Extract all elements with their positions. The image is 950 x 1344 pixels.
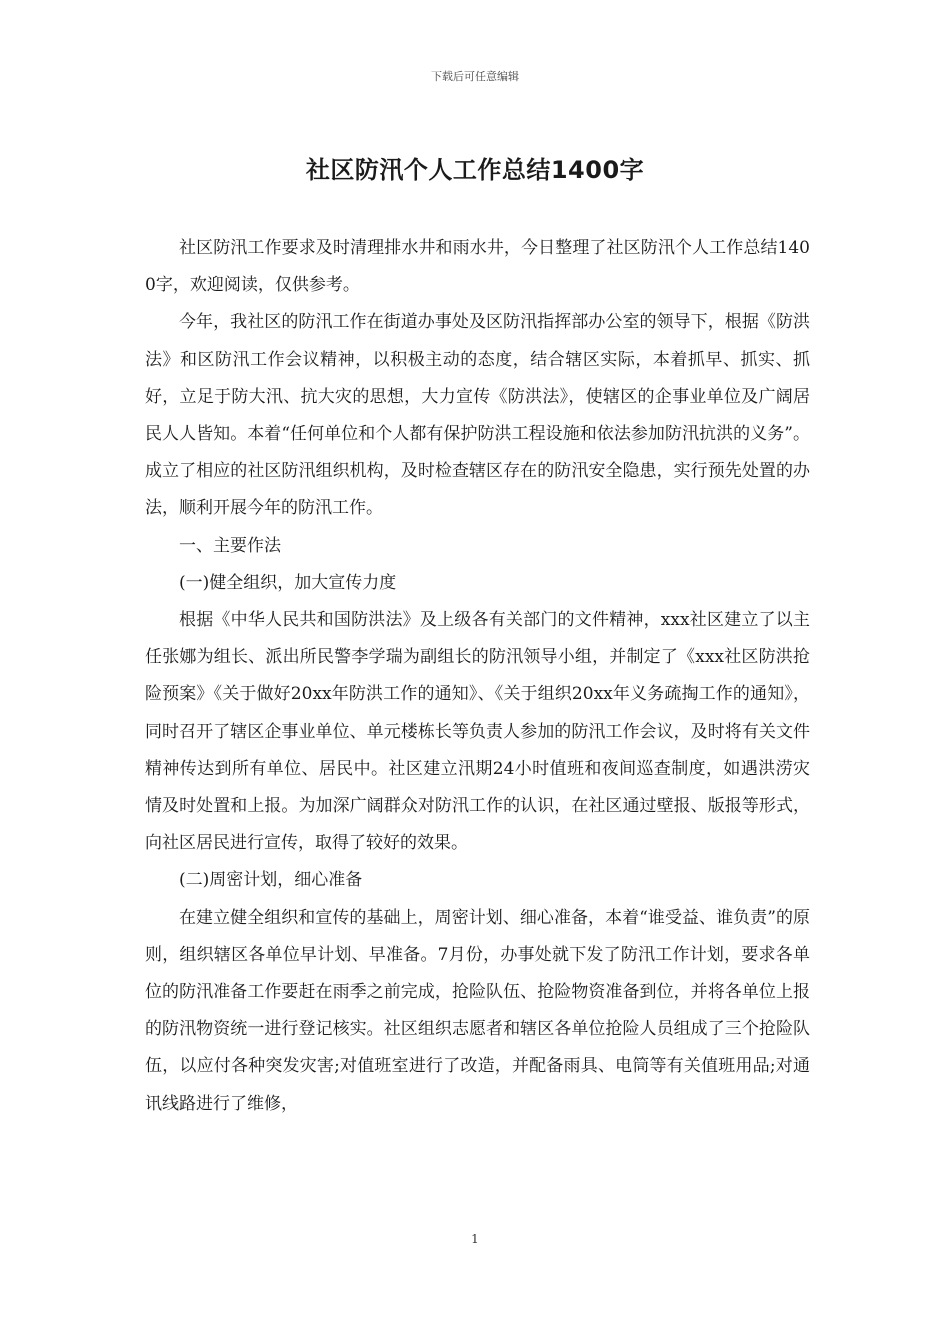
- document-body: [145, 230, 810, 1123]
- header-note: 下载后可任意编辑: [431, 70, 519, 83]
- section-heading-main-practices: 一、主要作法: [179, 535, 281, 556]
- paragraph-planning: 在建立健全组织和宣传的基础上，周密计划、细心准备，本着“谁受益、谁负责”的原则，组织辖区各单位早计划、早准备。7月份，办事处就下发了防汛工作计划，要求各单位的防汛准备工作要赶在雨季之前完成，抢险队伍、抢险物资准备到位，并将各单位上报的防汛物资统一进行登记核实。社区组织志愿者和辖区各单位抢险人员组成了三个抢险队伍，以应付各种突发灾害;对值班室进行了改造，并配备雨具、电筒等有关值班用品;对通讯线路进行了维修，: [145, 907, 810, 1114]
- document-title: 社区防汛个人工作总结1400字: [305, 156, 645, 184]
- paragraph-organization: 根据《中华人民共和国防洪法》及上级各有关部门的文件精神，xxx社区建立了以主任张娜为组长、派出所民警李学瑞为副组长的防汛领导小组，并制定了《xxx社区防洪抢险预案》《关于做好20xx年防洪工作的通知》、《关于组织20xx年义务疏掏工作的通知》，同时召开了辖区企事业单位、单元楼栋长等负责人参加的防汛工作会议，及时将有关文件精神传达到所有单位、居民中。社区建立汛期24小时值班和夜间巡查制度，如遇洪涝灾情及时处置和上报。为加深广阔群众对防汛工作的认识，在社区通过壁报、版报等形式，向社区居民进行宣传，取得了较好的效果。: [145, 610, 810, 854]
- paragraph-overview: 今年，我社区的防汛工作在街道办事处及区防汛指挥部办公室的领导下，根据《防洪法》和区防汛工作会议精神，以积极主动的态度，结合辖区实际，本着抓早、抓实、抓好，立足于防大汛、抗大灾的思想，大力宣传《防洪法》，使辖区的企事业单位及广阔居民人人皆知。本着“任何单位和个人都有保护防洪工程设施和依法参加防汛抗洪的义务”。成立了相应的社区防汛组织机构，及时检查辖区存在的防汛安全隐患，实行预先处置的办法，顺利开展今年的防汛工作。: [145, 312, 810, 519]
- subsection-heading-planning: (二)周密计划，细心准备: [179, 870, 363, 891]
- page-number: 1: [471, 1232, 479, 1246]
- subsection-heading-organization: (一)健全组织，加大宣传力度: [179, 572, 397, 593]
- paragraph-intro: 社区防汛工作要求及时清理排水井和雨水井，今日整理了社区防汛个人工作总结1400字，欢迎阅读，仅供参考。: [145, 238, 810, 296]
